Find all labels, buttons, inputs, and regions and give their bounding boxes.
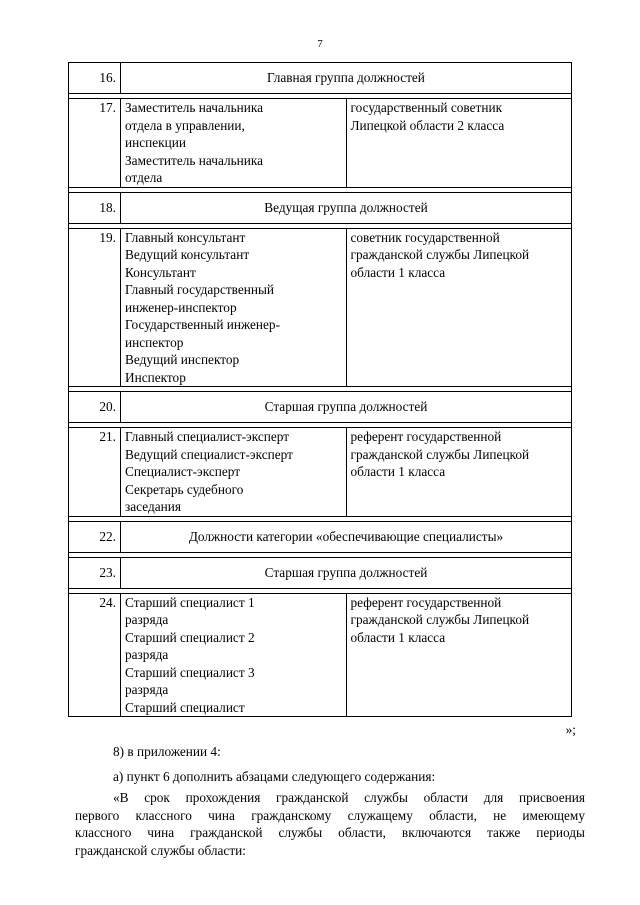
position-names xyxy=(121,228,347,387)
position-line: Старший специалист 2 xyxy=(125,629,255,645)
table-row xyxy=(69,228,572,387)
position-names xyxy=(121,593,347,717)
position-line: Ведущий консультант xyxy=(125,247,250,262)
position-line: разряда xyxy=(125,647,169,662)
rank-line: области 1 класса xyxy=(350,464,446,479)
row-number: 19. xyxy=(69,228,121,387)
position-line: Главный консультант xyxy=(125,229,246,245)
page-number: 7 xyxy=(317,38,323,50)
rank-line: Липецкой области 2 класса xyxy=(350,117,505,133)
closing-quote: »; xyxy=(565,722,576,737)
paragraph-quoted-text xyxy=(75,789,585,859)
table-row xyxy=(69,593,572,717)
row-number: 21. xyxy=(69,428,121,517)
paragraph-line: «В срок прохождения гражданской службы области для присвоения xyxy=(113,790,585,805)
position-line: отдела xyxy=(125,170,163,185)
position-line: инспекции xyxy=(125,135,186,150)
paragraph-line: первого классного чина гражданскому служащему области, не имеющему xyxy=(75,807,585,823)
table-group-row xyxy=(69,392,572,423)
row-number: 16. xyxy=(69,63,121,94)
rank-line: референт государственной xyxy=(350,429,502,444)
position-line: Главный государственный xyxy=(125,282,275,297)
class-rank xyxy=(346,228,572,387)
position-names xyxy=(121,99,347,188)
table-group-row xyxy=(69,557,572,588)
row-number: 23. xyxy=(69,557,121,588)
position-line: Заместитель начальника xyxy=(125,100,264,115)
positions-table-body xyxy=(69,63,572,717)
class-rank xyxy=(346,593,572,717)
table-group-row xyxy=(69,521,572,552)
position-line: Старший специалист 1 xyxy=(125,594,255,610)
row-number: 17. xyxy=(69,99,121,188)
rank-line: области 1 класса xyxy=(350,629,446,645)
position-line: Старший специалист 3 xyxy=(125,664,255,680)
row-number: 18. xyxy=(69,192,121,223)
position-line: разряда xyxy=(125,682,169,697)
position-line: заседания xyxy=(125,499,181,514)
position-line: Старший специалист xyxy=(125,699,245,715)
position-line: отдела в управлении, xyxy=(125,117,245,133)
class-rank xyxy=(346,428,572,517)
row-number: 24. xyxy=(69,593,121,717)
position-line: инженер-инспектор xyxy=(125,299,237,315)
paragraph-item-8: 8) в приложении 4: xyxy=(113,744,221,759)
paragraph-line: классного чина гражданской службы области, включаются также периоды xyxy=(75,825,585,840)
position-line: Государственный инженер- xyxy=(125,317,281,332)
position-line: Инспектор xyxy=(125,369,186,385)
rank-line: государственный советник xyxy=(350,100,503,115)
position-line: Заместитель начальника xyxy=(125,152,264,168)
rank-line: гражданской службы Липецкой xyxy=(350,612,530,627)
table-group-row xyxy=(69,63,572,94)
position-names xyxy=(121,428,347,517)
rank-line: референт государственной xyxy=(350,594,502,610)
rank-line: советник государственной xyxy=(350,229,500,245)
group-title: Должности категории «обеспечивающие специалисты» xyxy=(121,521,572,552)
group-title: Старшая группа должностей xyxy=(121,392,572,423)
table-group-row xyxy=(69,192,572,223)
paragraph-line: гражданской службы области: xyxy=(75,842,246,858)
position-line: Консультант xyxy=(125,264,196,280)
positions-table xyxy=(68,62,572,717)
position-line: разряда xyxy=(125,612,169,627)
group-title: Старшая группа должностей xyxy=(121,557,572,588)
position-line: Ведущий инспектор xyxy=(125,352,240,367)
paragraph-subitem-a: а) пункт 6 дополнить абзацами следующего содержания: xyxy=(113,769,436,784)
rank-line: области 1 класса xyxy=(350,264,446,280)
position-line: Секретарь судебного xyxy=(125,481,244,497)
row-number: 22. xyxy=(69,521,121,552)
position-line: Ведущий специалист-эксперт xyxy=(125,446,293,462)
rank-line: гражданской службы Липецкой xyxy=(350,247,530,262)
position-line: Специалист-эксперт xyxy=(125,464,241,479)
class-rank xyxy=(346,99,572,188)
row-number: 20. xyxy=(69,392,121,423)
group-title: Главная группа должностей xyxy=(121,63,572,94)
position-line: инспектор xyxy=(125,334,184,350)
table-row xyxy=(69,99,572,188)
group-title: Ведущая группа должностей xyxy=(121,192,572,223)
rank-line: гражданской службы Липецкой xyxy=(350,446,530,462)
position-line: Главный специалист-эксперт xyxy=(125,429,290,444)
table-row xyxy=(69,428,572,517)
